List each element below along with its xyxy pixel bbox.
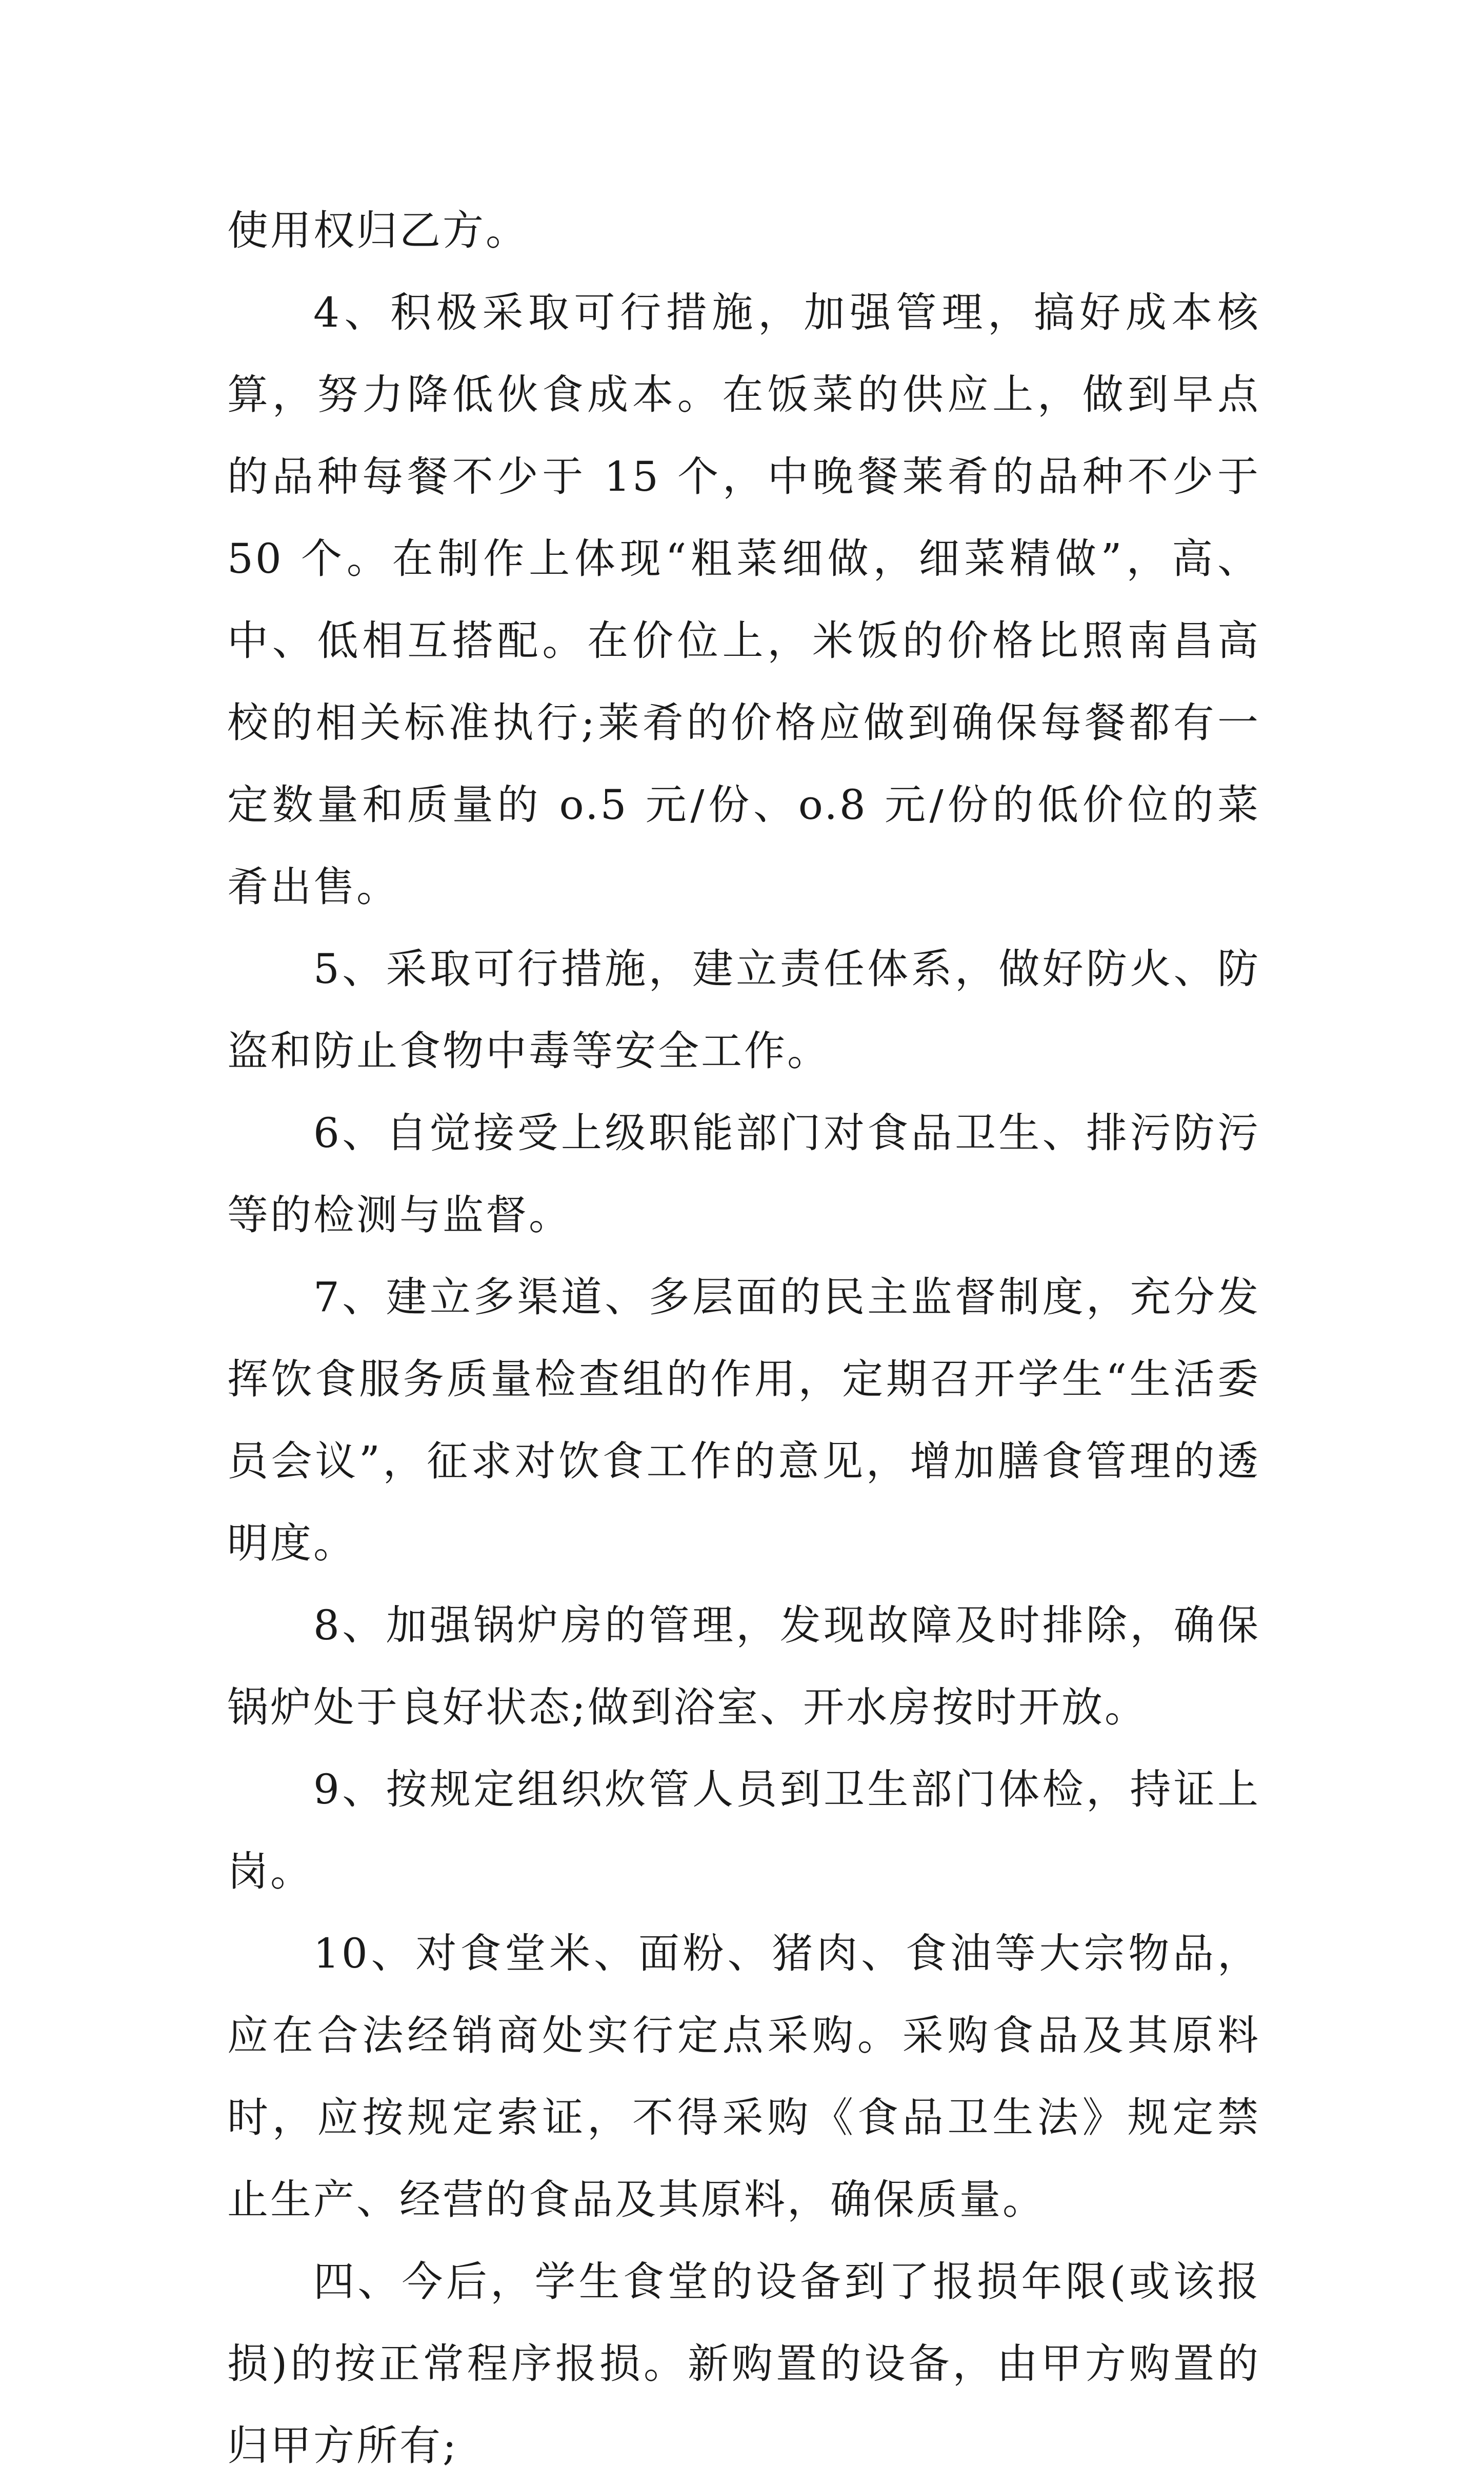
- paragraph-item-9: 9、按规定组织炊管人员到卫生部门体检，持证上岗。: [227, 1766, 1260, 1895]
- paragraph-item-8: 8、加强锅炉房的管理，发现故障及时排除，确保锅炉处于良好状态;做到浴室、开水房按时开放。: [227, 1601, 1260, 1731]
- paragraph-item-6: 6、自觉接受上级职能部门对食品卫生、排污防污等的检测与监督。: [227, 1109, 1260, 1239]
- paragraph-continuation: 使用权归乙方。: [227, 207, 529, 254]
- paragraph-item-5: 5、采取可行措施，建立责任体系，做好防火、防盗和防止食物中毒等安全工作。: [227, 945, 1260, 1075]
- paragraph-item-7: 7、建立多渠道、多层面的民主监督制度，充分发挥饮食服务质量检查组的作用，定期召开学生“生活委员会议”，征求对饮食工作的意见，增加膳食管理的透明度。: [227, 1273, 1260, 1567]
- paragraph-item-4: 4、积极采取可行措施，加强管理，搞好成本核算，努力降低伙食成本。在饭菜的供应上，做到早点的品种每餐不少于 15 个，中晚餐莱肴的品种不少于 50 个。在制作上体现“粗菜细做，细菜精做”，高、中、低相互搭配。在价位上，米饭的价格比照南昌高校的相关标准执行;莱肴的价格应做到确保每餐都有一定数量和质量的 o.5 元/份、o.8 元/份的低价位的菜肴出售。: [227, 289, 1260, 911]
- paragraph-section-4: 四、今后，学生食堂的设备到了报损年限(或该报损)的按正常程序报损。新购置的设备，由甲方购置的归甲方所有;: [227, 2258, 1260, 2470]
- document-body: [227, 190, 1260, 2487]
- paragraph-item-10: 10、对食堂米、面粉、猪肉、食油等大宗物品，应在合法经销商处实行定点采购。采购食品及其原料时，应按规定索证，不得采购《食品卫生法》规定禁止生产、经营的食品及其原料，确保质量。: [227, 1930, 1260, 2223]
